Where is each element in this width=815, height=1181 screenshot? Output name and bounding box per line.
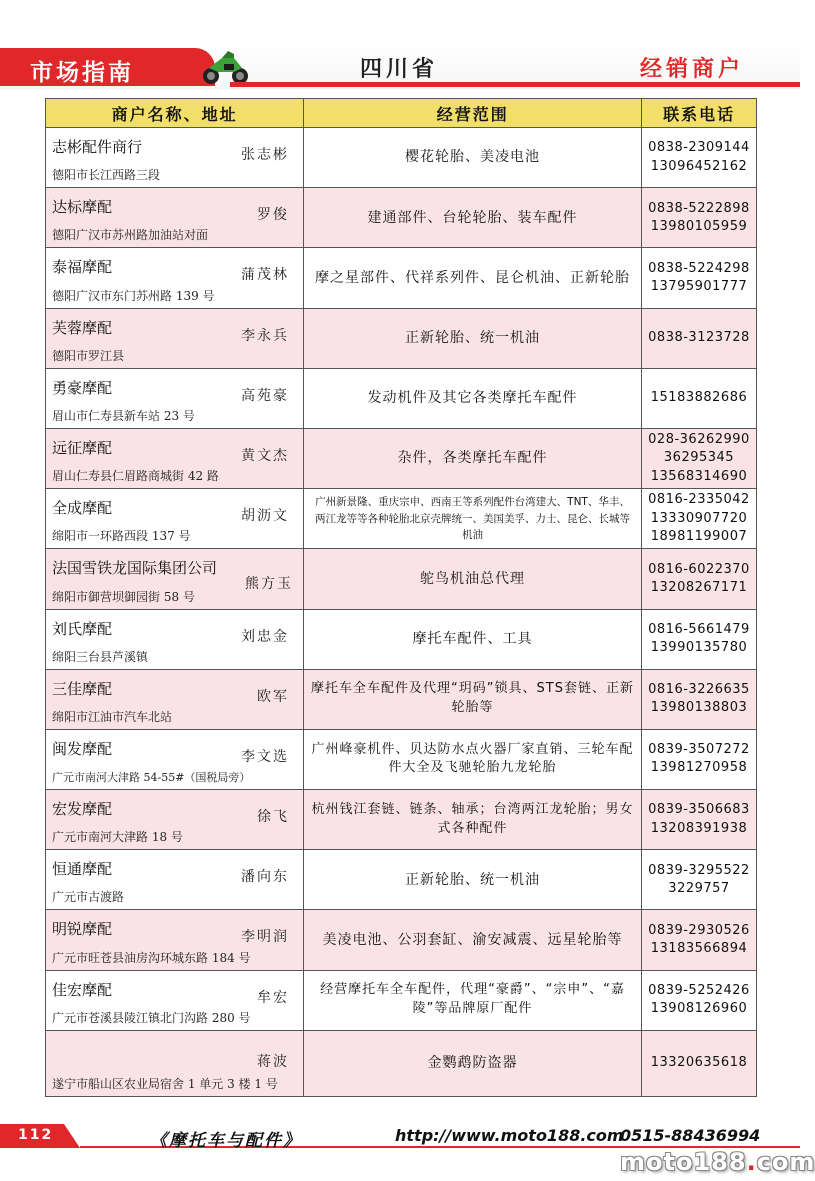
phone-number: 0839-5252426 [648, 983, 750, 999]
dealer-cell [46, 188, 304, 247]
phone-number: 0839-3506683 [648, 802, 750, 818]
dealer-address: 广元市南河大津路 18 号 [52, 830, 183, 845]
contact-person: 胡沥文 [241, 508, 289, 525]
table-row [45, 429, 757, 489]
dealer-address: 绵阳三台县芦溪镇 [52, 649, 149, 664]
dealer-address: 德阳广汉市苏州路加油站对面 [52, 228, 209, 243]
dealer-cell [46, 730, 304, 789]
dealer-name: 远征摩配 [52, 438, 113, 457]
phone-number: 13320635618 [650, 1055, 748, 1071]
business-scope: 正新轮胎、统一机油 [304, 309, 642, 368]
contact-person: 潘向东 [241, 869, 289, 886]
phone-number: 13981270958 [650, 760, 748, 776]
dealer-name: 泰福摩配 [52, 258, 113, 277]
website-link[interactable]: http://www.moto188.com [395, 1126, 624, 1145]
dealer-cell [46, 971, 304, 1030]
dealer-name: 三佳摩配 [52, 679, 113, 698]
col-header-name: 商户名称、地址 [46, 99, 304, 127]
table-row [45, 910, 757, 970]
section-title: 市场指南 [30, 60, 134, 86]
table-row [45, 309, 757, 369]
phone-cell [642, 549, 756, 608]
contact-person: 熊方玉 [245, 576, 293, 593]
dealer-name: 达标摩配 [52, 198, 113, 217]
phone-number: 13795901777 [650, 278, 748, 294]
contact-person: 欧军 [257, 688, 289, 705]
dealer-cell [46, 1031, 304, 1096]
contact-person: 张志彬 [241, 147, 289, 163]
phone-number: 0838-2309144 [648, 140, 750, 156]
dealer-name: 恒通摩配 [52, 860, 113, 879]
dealer-address: 广元市南河大津路 54-55#（国税局旁） [52, 771, 251, 785]
page-number: 112 [18, 1127, 54, 1143]
phone-number: 13980138803 [650, 700, 748, 716]
business-scope: 金鹦鹉防盗器 [304, 1031, 642, 1096]
phone-cell [642, 128, 756, 187]
phone-number: 13908126960 [650, 1001, 748, 1017]
watermark [620, 1148, 815, 1176]
contact-person: 蒋波 [257, 1053, 289, 1070]
phone-number: 36295345 [663, 450, 735, 466]
contact-person: 徐飞 [257, 809, 289, 826]
phone-number: 13568314690 [650, 468, 748, 484]
phone-cell [642, 188, 756, 247]
phone-number: 13208267171 [650, 579, 748, 595]
business-scope: 广州峰豪机件、贝达防水点火器厂家直销、三轮车配件大全及飞驰轮胎九龙轮胎 [304, 730, 642, 789]
phone-number: 13096452162 [650, 158, 748, 174]
business-scope: 樱花轮胎、美凌电池 [304, 128, 642, 187]
dealer-cell [46, 850, 304, 909]
contact-person: 罗俊 [257, 207, 289, 224]
phone-number: 0839-3295522 [648, 862, 750, 878]
contact-person: 李明润 [241, 929, 289, 946]
dealer-name: 志彬配件商行 [52, 138, 143, 156]
table-row [45, 188, 757, 248]
dealer-cell [46, 248, 304, 307]
table-row [45, 971, 757, 1031]
dealer-cell [46, 489, 304, 548]
dealer-name: 芙蓉摩配 [52, 318, 113, 337]
watermark-dot: . [746, 1148, 757, 1176]
table-row [45, 730, 757, 790]
table-row [45, 790, 757, 850]
phone-cell [642, 730, 756, 789]
dealer-table [45, 98, 757, 1097]
dealer-cell [46, 910, 304, 969]
dealer-address: 德阳市罗江县 [52, 348, 125, 363]
table-row [45, 850, 757, 910]
dealer-address: 眉山仁寿县仁眉路商城街 42 路 [52, 469, 219, 484]
phone-number: 13208391938 [650, 820, 748, 836]
col-header-business: 经营范围 [304, 99, 642, 127]
watermark-text: moto188 [620, 1148, 747, 1176]
phone-cell [642, 309, 756, 368]
dealer-name: 勇豪摩配 [52, 378, 113, 397]
business-scope: 建通部件、台轮轮胎、装车配件 [304, 188, 642, 247]
business-scope: 鸵鸟机油总代理 [304, 549, 642, 608]
motorcycle-icon [200, 46, 250, 86]
phone-number: 0816-2335042 [648, 492, 750, 508]
phone-number: 0838-3123728 [648, 330, 750, 346]
phone-cell [642, 850, 756, 909]
phone-number: 0816-3226635 [648, 682, 750, 698]
watermark-suffix: com [756, 1148, 815, 1176]
business-scope: 杂件，各类摩托车配件 [304, 429, 642, 488]
table-row [45, 1031, 757, 1097]
business-scope: 摩托车配件、工具 [304, 610, 642, 669]
contact-person: 蒲茂林 [241, 267, 289, 284]
phone-number: 0839-3507272 [648, 742, 750, 758]
contact-person: 牟宏 [257, 989, 289, 1006]
dealer-cell [46, 309, 304, 368]
phone-number: 13990135780 [650, 640, 748, 656]
business-scope: 发动机件及其它各类摩托车配件 [304, 369, 642, 428]
business-scope: 美凌电池、公羽套缸、渝安减震、远星轮胎等 [304, 910, 642, 969]
dealer-name: 法国雪铁龙国际集团公司 [52, 559, 218, 578]
phone-number: 0816-5661479 [648, 621, 750, 637]
page-header [0, 0, 800, 92]
contact-person: 黄文杰 [241, 447, 289, 464]
phone-cell [642, 790, 756, 849]
phone-number: 13183566894 [650, 941, 748, 957]
table-row [45, 489, 757, 549]
dealer-address: 德阳广汉市东门苏州路 139 号 [52, 288, 215, 303]
phone-cell [642, 971, 756, 1030]
dealer-cell [46, 549, 304, 608]
dealer-name: 刘氏摩配 [52, 619, 113, 638]
dealer-cell [46, 429, 304, 488]
business-scope: 正新轮胎、统一机油 [304, 850, 642, 909]
dealer-name: 全成摩配 [52, 499, 113, 518]
phone-cell [642, 610, 756, 669]
col-header-phone: 联系电话 [663, 104, 736, 124]
phone-number: 18981199007 [650, 528, 748, 544]
business-scope: 摩之星部件、代祥系列件、昆仑机油、正新轮胎 [304, 248, 642, 307]
phone-cell [642, 1031, 756, 1096]
phone-number: 0838-5222898 [648, 200, 750, 216]
dealer-address: 绵阳市江油市汽车北站 [52, 709, 173, 724]
dealer-cell [46, 790, 304, 849]
dealer-address: 广元市旺苍县油房沟环城东路 184 号 [52, 950, 251, 965]
contact-person: 李永兵 [241, 327, 289, 344]
contact-person: 李文选 [241, 748, 289, 765]
table-row [45, 369, 757, 429]
province-title: 四川省 [360, 57, 439, 82]
table-row [45, 248, 757, 308]
phone-number: 15183882686 [650, 390, 748, 406]
phone-number: 13330907720 [650, 510, 748, 526]
dealer-address: 眉山市仁寿县新车站 23 号 [52, 408, 195, 423]
phone-cell [642, 248, 756, 307]
phone-cell [642, 369, 756, 428]
footer-phone: 0515-88436994 [620, 1126, 761, 1145]
phone-cell [642, 489, 756, 548]
dealer-name: 佳宏摩配 [52, 980, 113, 999]
business-scope: 经营摩托车全车配件，代理“豪爵”、“宗申”、“嘉陵”等品牌原厂配件 [304, 971, 642, 1030]
dealer-address: 广元市古渡路 [52, 890, 125, 905]
table-row [45, 128, 757, 188]
dealer-cell [46, 369, 304, 428]
table-header [45, 98, 757, 128]
phone-number: 13980105959 [650, 218, 748, 234]
phone-cell [642, 910, 756, 969]
table-row [45, 549, 757, 609]
business-scope: 杭州钱江套链、链条、轴承；台湾两江龙轮胎；男女式各种配件 [304, 790, 642, 849]
contact-person: 高苑豪 [241, 387, 289, 404]
phone-number: 3229757 [668, 880, 730, 896]
table-row [45, 610, 757, 670]
business-scope: 广州新景隆、重庆宗申、西南王等系列配件台湾建大、TNT、华丰、两江龙等等各种轮胎北京壳牌统一、美国美孚、力士、昆仑、长城等机油 [304, 489, 642, 548]
contact-person: 刘忠金 [241, 628, 289, 645]
dealer-address: 广元市苍溪县陵江镇北门沟路 280 号 [52, 1010, 251, 1025]
category-title: 经销商户 [640, 57, 745, 82]
phone-cell [642, 670, 756, 729]
dealer-address: 绵阳市一环路西段 137 号 [52, 529, 191, 544]
phone-number: 0838-5224298 [648, 260, 750, 276]
dealer-cell [46, 610, 304, 669]
table-row [45, 670, 757, 730]
dealer-address: 绵阳市御营坝御园街 58 号 [52, 589, 195, 604]
phone-cell [642, 429, 756, 488]
dealer-name: 明锐摩配 [52, 920, 113, 939]
dealer-cell [46, 128, 304, 187]
dealer-address: 遂宁市船山区农业局宿舍 1 单元 3 楼 1 号 [52, 1076, 278, 1091]
magazine-title: 《摩托车与配件》 [150, 1131, 302, 1151]
phone-number: 0816-6022370 [648, 561, 750, 577]
dealer-name: 宏发摩配 [52, 800, 113, 819]
dealer-cell [46, 670, 304, 729]
business-scope: 摩托车全车配件及代理“玥码”锁具、STS套链、正新轮胎等 [304, 670, 642, 729]
dealer-name: 闽发摩配 [52, 739, 113, 758]
phone-number: 0839-2930526 [648, 922, 750, 938]
phone-number: 028-36262990 [648, 432, 750, 448]
dealer-address: 德阳市长江西路三段 [52, 168, 161, 183]
